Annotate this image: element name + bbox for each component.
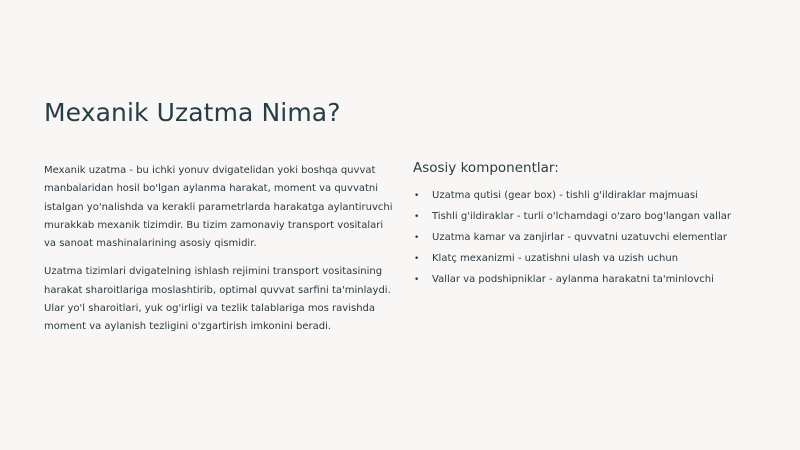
list-item xyxy=(413,273,773,287)
list-item-text: Vallar va podshipniklar - aylanma harakatni ta'minlovchi xyxy=(432,274,714,285)
list-item xyxy=(413,252,773,266)
bullet-icon: • xyxy=(414,191,420,201)
list-item xyxy=(413,189,773,203)
list-item-text: Klatç mexanizmi - uzatishni ulash va uzish uchun xyxy=(432,253,679,264)
components-column xyxy=(413,160,773,294)
bullet-icon: • xyxy=(414,254,420,264)
list-item xyxy=(413,231,773,245)
intro-paragraph: Mexanik uzatma - bu ichki yonuv dvigatelidan yoki boshqa quvvat manbalaridan hosil bo'lgan aylanma harakat, moment va quvvatni istalgan yo'nalishda va kerakli parametrlarda harakatga aylantiruvchi murakkab mexanik tizimdir. Bu tizim zamonaviy transport vositalari va sanoat mashinalarining asosiy qismidir. xyxy=(44,165,393,250)
components-heading: Asosiy komponentlar: xyxy=(413,160,559,176)
list-item-text: Uzatma qutisi (gear box) - tishli g'ildiraklar majmuasi xyxy=(432,190,698,201)
list-item-text: Uzatma kamar va zanjirlar - quvvatni uzatuvchi elementlar xyxy=(432,232,727,243)
list-item xyxy=(413,210,773,224)
description-column xyxy=(44,162,394,347)
components-list xyxy=(413,189,773,287)
detail-paragraph: Uzatma tizimlari dvigatelning ishlash rejimini transport vositasining harakat sharoitlariga moslashtirib, optimal quvvat sarfini ta'minlaydi. Ular yo'l sharoitlari, yuk og'irligi va tezlik talablariga mos ravishda moment va aylanish tezligini o'zgartirish imkonini beradi. xyxy=(44,266,391,333)
bullet-icon: • xyxy=(414,275,420,285)
bullet-icon: • xyxy=(414,233,420,243)
page-title: Mexanik Uzatma Nima? xyxy=(44,98,341,127)
list-item-text: Tishli g'ildiraklar - turli o'lchamdagi o'zaro bog'langan vallar xyxy=(432,211,731,222)
bullet-icon: • xyxy=(414,212,420,222)
